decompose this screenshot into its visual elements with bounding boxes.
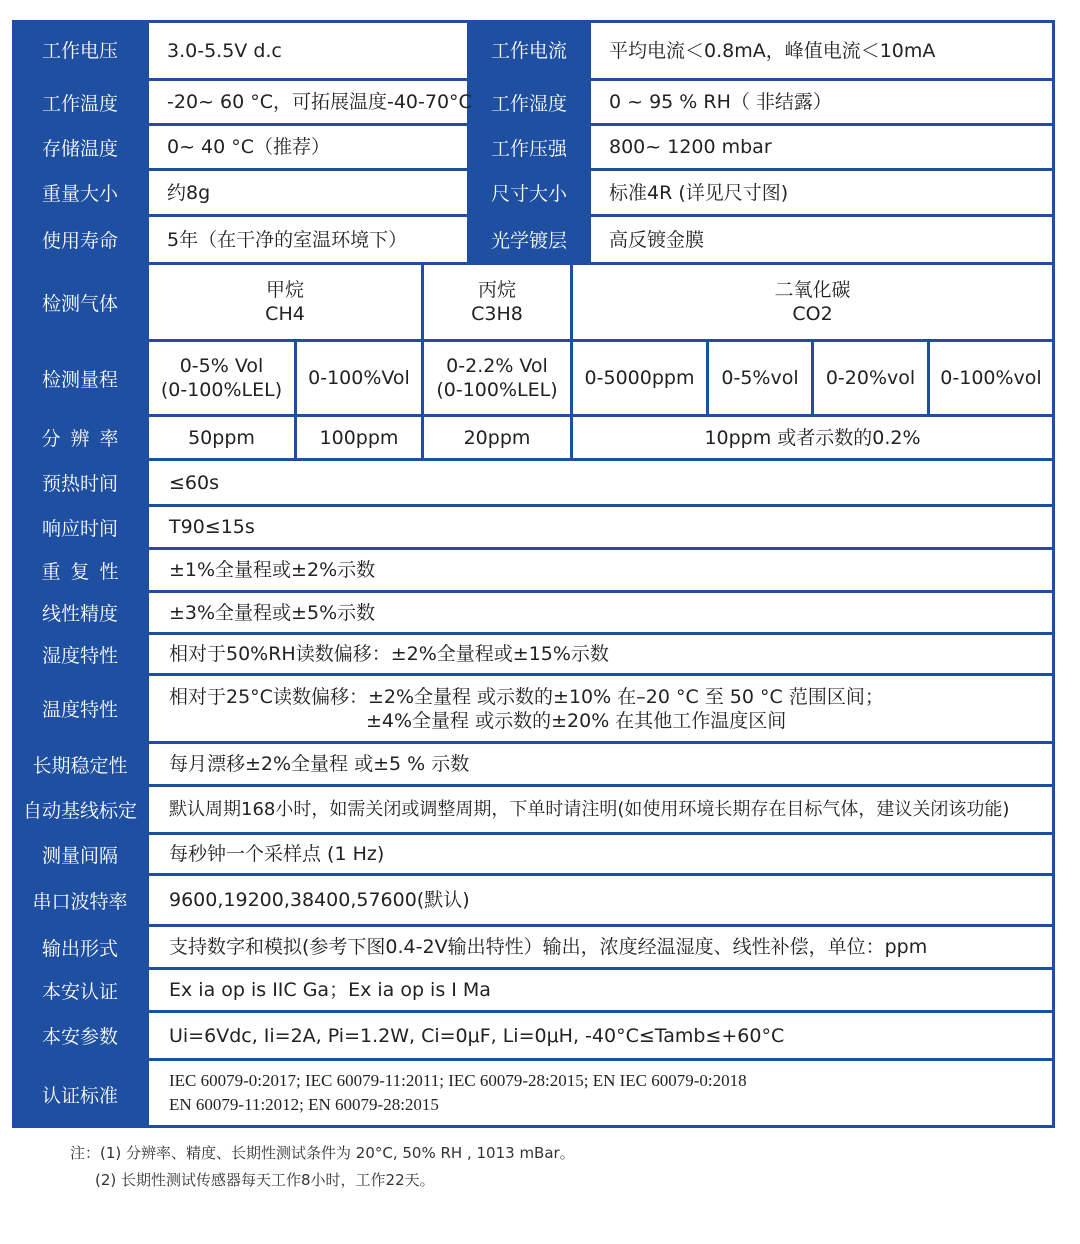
standards-line-2: EN 60079-11:2012; EN 60079-28:2015 [169, 1095, 439, 1114]
label-output: 输出形式 [41, 937, 118, 960]
resolution-cell: 20ppm [424, 417, 570, 458]
footnote-2: (2) 长期性测试传感器每天工作8小时，工作22天。 [95, 1171, 435, 1189]
value-linearity: ±3%全量程或±5%示数 [149, 593, 1052, 632]
value-weight: 约8g [149, 171, 467, 214]
gas-name: 丙烷 [477, 279, 516, 301]
label-stability: 长期稳定性 [32, 754, 128, 777]
value-interval: 每秒钟一个采样点 (1 Hz) [149, 835, 1052, 873]
gas-propane [424, 265, 570, 339]
range-line: (0-100%LEL) [436, 379, 558, 401]
value-output: 支持数字和模拟(参考下图0.4-2V输出特性）输出，浓度经温湿度、线性补偿，单位：ppm [149, 927, 1052, 967]
value-lifetime: 5年（在干净的室温环境下） [149, 217, 467, 262]
value-temp-char [149, 676, 1052, 741]
value-baud: 9600,19200,38400,57600(默认) [149, 876, 1052, 924]
label-repeatability: 重复性 [41, 560, 129, 583]
label-current: 工作电流 [490, 39, 567, 62]
value-current: 平均电流＜0.8mA，峰值电流＜10mA [591, 23, 1052, 78]
value-humidity-char: 相对于50%RH读数偏移：±2%全量程或±15%示数 [149, 635, 1052, 673]
label-abc: 自动基线标定 [22, 800, 137, 822]
gas-methane [149, 265, 421, 339]
range-cell: 0-5000ppm [573, 342, 706, 414]
value-ex-cert: Ex ia op is IIC Ga；Ex ia op is I Ma [149, 970, 1052, 1010]
label-coating: 光学镀层 [490, 230, 567, 252]
footnote-1: 注：(1) 分辨率、精度、长期性测试条件为 20°C, 50% RH , 1013 mBar。 [70, 1144, 575, 1162]
range-cell [424, 342, 570, 414]
value-op-pressure: 800~ 1200 mbar [591, 126, 1052, 168]
range-cell: 0-5%vol [709, 342, 811, 414]
range-cell [149, 342, 294, 414]
value-standards [149, 1061, 1052, 1125]
range-line: (0-100%LEL) [160, 379, 283, 401]
label-op-temp: 工作温度 [41, 92, 118, 115]
temp-char-line-2: ±4%全量程 或示数的±20% 在其他工作温度区间 [366, 709, 787, 732]
gas-formula: CO2 [792, 303, 833, 325]
gas-formula: C3H8 [471, 303, 523, 325]
label-size: 尺寸大小 [490, 183, 567, 205]
label-baud: 串口波特率 [32, 890, 128, 913]
value-coating: 高反镀金膜 [591, 217, 1052, 262]
value-repeatability: ±1%全量程或±2%示数 [149, 550, 1052, 590]
label-ex-cert: 本安认证 [41, 980, 118, 1003]
label-lifetime: 使用寿命 [41, 230, 118, 252]
label-storage-temp: 存储温度 [41, 137, 118, 160]
label-interval: 测量间隔 [41, 844, 118, 867]
temp-char-line-1: 相对于25°C读数偏移：±2%全量程 或示数的±10% 在–20 °C 至 50 °C 范围区间； [169, 685, 884, 708]
label-humidity-char: 湿度特性 [41, 644, 118, 667]
range-cell: 0-100%Vol [297, 342, 421, 414]
label-gases: 检测气体 [41, 292, 118, 315]
label-resolution: 分辨率 [41, 428, 129, 450]
gas-name: 二氧化碳 [774, 279, 851, 301]
standards-line-1: IEC 60079-0:2017; IEC 60079-11:2011; IEC 60079-28:2015; EN IEC 60079-0:2018 [169, 1071, 747, 1090]
label-op-pressure: 工作压强 [490, 137, 567, 160]
value-preheat: ≤60s [149, 461, 1052, 504]
value-ex-params: Ui=6Vdc, Ii=2A, Pi=1.2W, Ci=0μF, Li=0μH, -40°C≤Tamb≤+60°C [149, 1013, 1052, 1058]
value-size: 标准4R (详见尺寸图) [591, 171, 1052, 214]
range-cell: 0-100%vol [930, 342, 1052, 414]
label-temp-char: 温度特性 [41, 699, 118, 721]
range-cell: 0-20%vol [814, 342, 927, 414]
range-line: 0-5% Vol [179, 355, 264, 377]
label-weight: 重量大小 [41, 183, 118, 205]
label-standards: 认证标准 [41, 1085, 118, 1107]
label-linearity: 线性精度 [41, 603, 118, 625]
value-voltage: 3.0-5.5V d.c [149, 23, 467, 78]
spec-table [12, 20, 1055, 1128]
label-ranges: 检测量程 [41, 368, 118, 391]
value-op-temp: -20~ 60 °C，可拓展温度-40-70°C [149, 81, 467, 123]
gas-name: 甲烷 [265, 279, 304, 301]
resolution-cell: 100ppm [297, 417, 421, 458]
value-storage-temp: 0~ 40 °C（推荐） [149, 126, 467, 168]
label-response: 响应时间 [41, 517, 118, 540]
value-stability: 每月漂移±2%全量程 或±5 % 示数 [149, 744, 1052, 784]
value-response: T90≤15s [149, 507, 1052, 547]
label-preheat: 预热时间 [41, 473, 118, 495]
value-op-humidity: 0 ~ 95 % RH（ 非结露） [591, 81, 1052, 123]
range-line: 0-2.2% Vol [446, 355, 548, 377]
resolution-cell: 50ppm [149, 417, 294, 458]
value-abc: 默认周期168小时，如需关闭或调整周期，下单时请注明(如使用环境长期存在目标气体，建议关闭该功能) [149, 787, 1052, 832]
label-ex-params: 本安参数 [41, 1026, 118, 1048]
footnotes [70, 1140, 575, 1194]
gas-co2 [573, 265, 1052, 339]
label-voltage: 工作电压 [41, 39, 118, 62]
resolution-cell: 10ppm 或者示数的0.2% [573, 417, 1052, 458]
gas-formula: CH4 [265, 303, 305, 325]
label-op-humidity: 工作湿度 [490, 92, 567, 115]
